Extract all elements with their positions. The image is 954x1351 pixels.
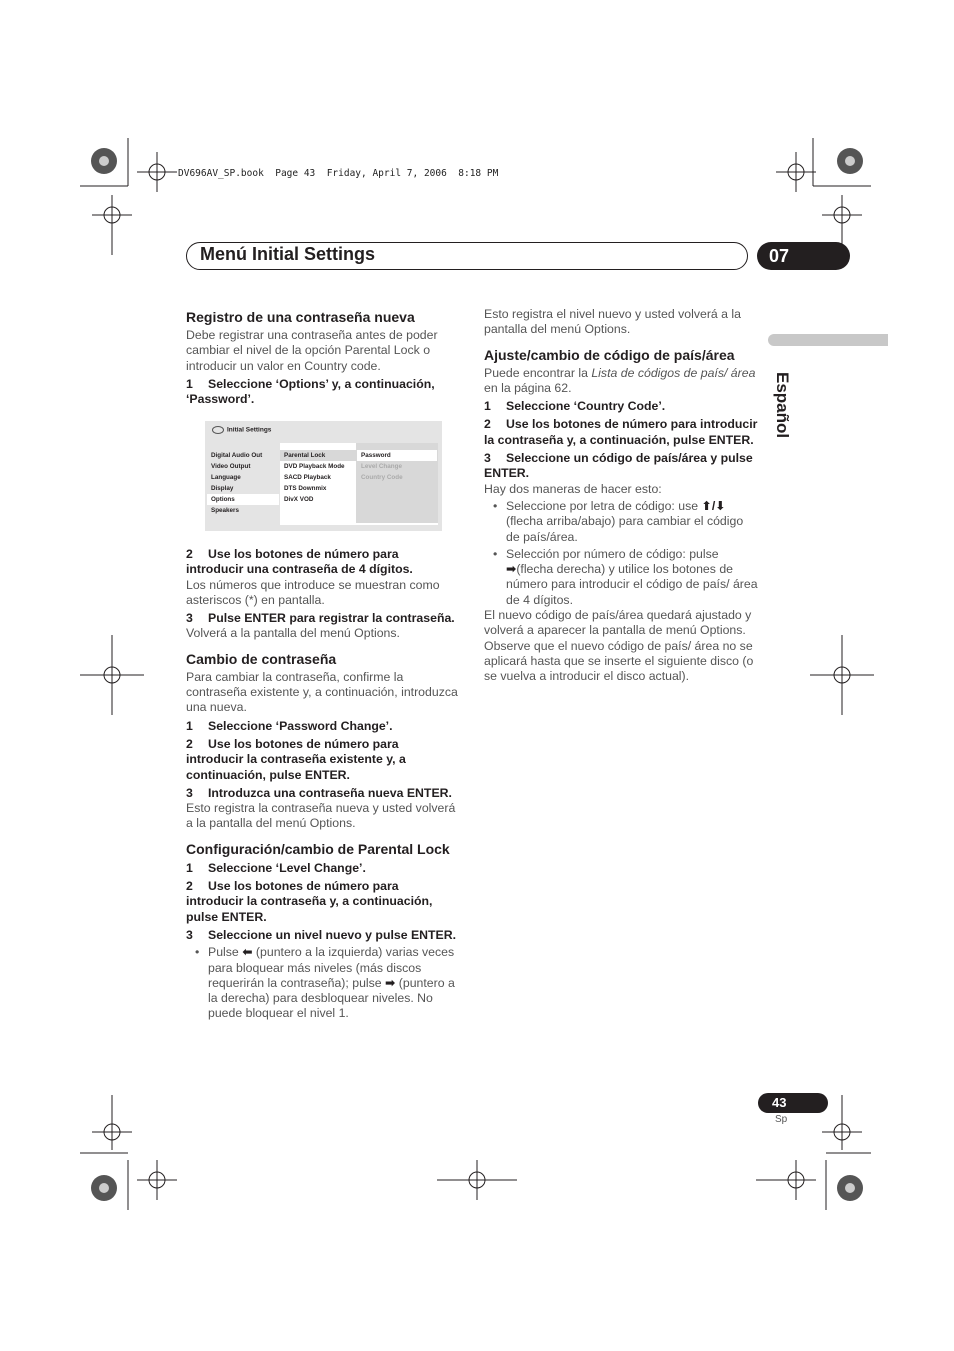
- osd-submenu-item: DivX VOD: [284, 496, 314, 503]
- bullet-text: Selección por número de código: pulse: [506, 546, 719, 561]
- step-number: 3: [186, 611, 193, 626]
- body-text: Debe registrar una contraseña antes de poder cambiar el nivel de la opción Parental Lock o introducir un valor en Country code.: [186, 328, 438, 373]
- osd-title: [212, 426, 271, 434]
- osd-option: Level Change: [361, 463, 402, 470]
- intro-text: Puede encontrar la: [484, 365, 588, 380]
- right-arrow-icon: ➡: [385, 975, 396, 990]
- print-info: DV696AV_SP.book Page 43 Friday, April 7, 2006 8:18 PM: [178, 168, 499, 179]
- step-text: Seleccione ‘Level Change’.: [208, 860, 366, 875]
- bullet-text: (flecha derecha) y utilice los botones de número para introducir el código de país/ área de 4 dígitos.: [506, 562, 758, 607]
- step-text: Seleccione ‘Password Change’.: [208, 718, 393, 733]
- step-text: Seleccione un código de país/área y pulse ENTER.: [484, 451, 753, 481]
- section-heading: Cambio de contraseña: [186, 650, 337, 667]
- page-title: Menú Initial Settings: [200, 244, 376, 264]
- step-text: Use los botones de número para introducir la contraseña y, a continuación, pulse ENTER.: [186, 879, 433, 924]
- step-text: Pulse ENTER para registrar la contraseña.: [208, 611, 455, 626]
- section-heading: Registro de una contraseña nueva: [186, 309, 415, 325]
- bullet-text: (flecha arriba/abajo) para cambiar el código de país/área.: [506, 514, 744, 544]
- step-text: Seleccione un nivel nuevo y pulse ENTER.: [208, 927, 457, 942]
- osd-submenu-item: DTS Downmix: [284, 485, 327, 492]
- right-arrow-icon: ➡: [506, 562, 517, 577]
- list-item: [506, 499, 760, 545]
- step-text: Use los botones de número para introducir la contraseña existente y, a continuación, pulse ENTER.: [186, 736, 406, 782]
- left-column-bottom: [186, 544, 458, 1022]
- up-down-arrow-icon: ⬆/⬇: [701, 498, 726, 513]
- step-text: Seleccione ‘Options’ y, a continuación, ‘Password’.: [186, 376, 435, 407]
- osd-menu-item-selected: Options: [207, 494, 279, 505]
- step-number: 1: [484, 399, 491, 414]
- body-text: Los números que introduce se muestran como asteriscos (*) en pantalla.: [186, 577, 440, 607]
- step: [186, 928, 458, 943]
- osd-main-menu: [207, 450, 279, 516]
- bullet-text: (puntero a la derecha) para desbloquear niveles. No puede bloquear el nivel 1.: [208, 975, 455, 1021]
- section-heading: Ajuste/cambio de código de país/área: [484, 346, 735, 363]
- step-text: Use los botones de número para introducir una contraseña de 4 dígitos.: [186, 547, 413, 577]
- list-item: [208, 945, 458, 1021]
- bullet-list: [186, 945, 458, 1021]
- step-number: 2: [186, 736, 193, 751]
- osd-option-selected: Password: [357, 450, 437, 461]
- body-text: [484, 366, 760, 397]
- osd-submenu-item-selected: Parental Lock: [280, 450, 356, 461]
- step: [186, 547, 458, 578]
- body-text: Volverá a la pantalla del menú Options.: [186, 626, 400, 641]
- bullet-text: Pulse: [208, 945, 239, 960]
- step-number: 2: [484, 417, 491, 432]
- page-number: 43: [758, 1093, 828, 1113]
- step: [484, 417, 760, 448]
- step-number: 3: [186, 785, 193, 800]
- step-number: 1: [186, 376, 193, 391]
- left-arrow-icon: ⬅: [242, 945, 253, 960]
- step-number: 3: [186, 927, 193, 942]
- body-text: Esto registra el nivel nuevo y usted volverá a la pantalla del menú Options.: [484, 307, 742, 337]
- osd-options: [357, 450, 437, 483]
- step-text: Use los botones de número para introducir la contraseña y, a continuación, pulse ENTER.: [484, 417, 758, 447]
- osd-option: Country Code: [361, 474, 403, 481]
- step-number: 1: [186, 860, 193, 875]
- step-number: 2: [186, 879, 193, 894]
- step: [186, 377, 458, 408]
- osd-menu-item: Language: [211, 474, 241, 481]
- osd-submenu: [280, 450, 356, 505]
- language-tab-label: Español: [773, 372, 792, 439]
- osd-menu-item: Digital Audio Out: [211, 452, 263, 459]
- osd-submenu-item: SACD Playback: [284, 474, 331, 481]
- section-heading: Configuración/cambio de Parental Lock: [186, 840, 450, 857]
- osd-menu-item: Display: [211, 485, 234, 492]
- list-item: [506, 547, 760, 608]
- bullet-text: (puntero a la izquierda) varias veces para bloquear más niveles (más discos requerirán la contraseña); pulse: [208, 945, 455, 990]
- step: [484, 399, 760, 414]
- step-text: Seleccione ‘Country Code’.: [506, 399, 666, 414]
- chapter-number: 07: [757, 242, 850, 270]
- osd-submenu-item: DVD Playback Mode: [284, 463, 345, 470]
- body-text: Esto registra la contraseña nueva y usted volverá a la pantalla del menú Options.: [186, 801, 456, 831]
- step-number: 1: [186, 718, 193, 733]
- step-text: Introduzca una contraseña nueva ENTER.: [208, 785, 452, 800]
- bullet-list: [484, 499, 760, 608]
- osd-title-text: Initial Settings: [227, 426, 272, 434]
- body-text: El nuevo código de país/área quedará ajustado y volverá a aparecer la pantalla de menú Options. Observe que el nuevo código de país/ área no se aplicará hasta que se inserte el siguiente disco (o se vuelva a introducir el disco actual).: [484, 608, 754, 684]
- bullet-text: Seleccione por letra de código: use: [506, 498, 699, 513]
- step-number: 2: [186, 547, 193, 561]
- step: [484, 451, 760, 482]
- step: [186, 719, 458, 734]
- step: [186, 786, 458, 801]
- body-text: Hay dos maneras de hacer esto:: [484, 481, 662, 496]
- right-column: [484, 307, 760, 685]
- disc-icon: [212, 426, 224, 434]
- language-tab-bar: [768, 334, 888, 346]
- step-number: 3: [484, 451, 491, 466]
- osd-menu-item: Video Output: [211, 463, 251, 470]
- step: [186, 737, 458, 783]
- osd-menu-item: Speakers: [211, 507, 240, 514]
- body-text: Para cambiar la contraseña, confirme la contraseña existente y, a continuación, introduzca una nueva.: [186, 669, 458, 715]
- reference-title: Lista de códigos de país/ área: [591, 365, 756, 380]
- intro-text: en la página 62.: [484, 380, 572, 395]
- page-language-code: Sp: [775, 1114, 788, 1125]
- step: [186, 861, 458, 876]
- step: [186, 611, 458, 626]
- step: [186, 879, 458, 925]
- left-column-top: [186, 308, 458, 407]
